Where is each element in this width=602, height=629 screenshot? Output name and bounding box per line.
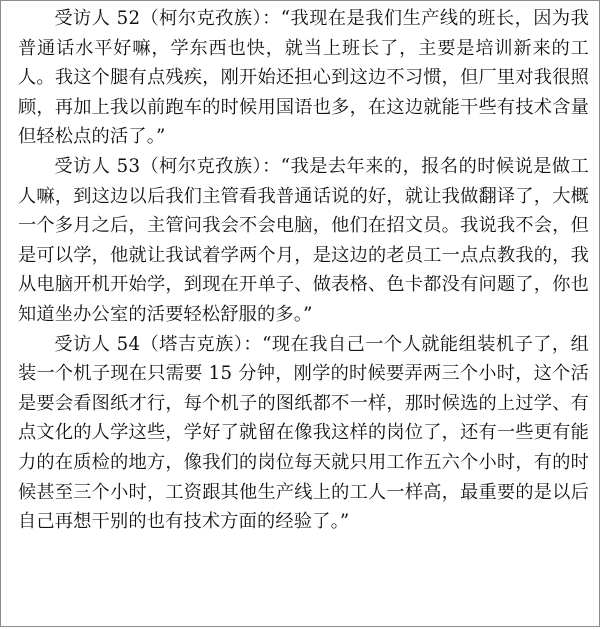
interview-paragraph-54: 受访人 54（塔吉克族）：“现在我自己一个人就能组装机子了，组装一个机子现在只需要 15 分钟，刚学的时候要弄两三个小时，这个活是要会看图纸才行，每个机子的图纸都不一样，那时候选的上过学、有点文化的人学这些，学好了就留在像我这样的岗位了，还有一些更有能力的在质检的地方，像我们的岗位每天就只用工作五六个小时，有的时候甚至三个小时，工资跟其他生产线上的工人一样高，最重要的是以后自己再想干别的也有技术方面的经验了。” [18,333,589,533]
interview-paragraph-53: 受访人 53（柯尔克孜族）：“我是去年来的，报名的时候说是做工人嘛，到这边以后我们主管看我普通话说的好，就让我做翻译了，大概一个多月之后，主管问我会不会电脑，他们在招文员。我说我不会，但是可以学，他就让我试着学两个月，是这边的老员工一点点教我的，我从电脑开机开始学，到现在开单子、做表格、色卡都没有问题了，你也知道坐办公室的活要轻松舒服的多。” [18,155,589,325]
interview-paragraph-52: 受访人 52（柯尔克孜族）：“我现在是我们生产线的班长，因为我普通话水平好嘛，学东西也快，就当上班长了，主要是培训新来的工人。我这个腿有点残疾，刚开始还担心到这边不习惯，但厂里对我很照顾，再加上我以前跑车的时候用国语也多，在这边就能干些有技术含量但轻松点的活了。” [18,8,589,148]
